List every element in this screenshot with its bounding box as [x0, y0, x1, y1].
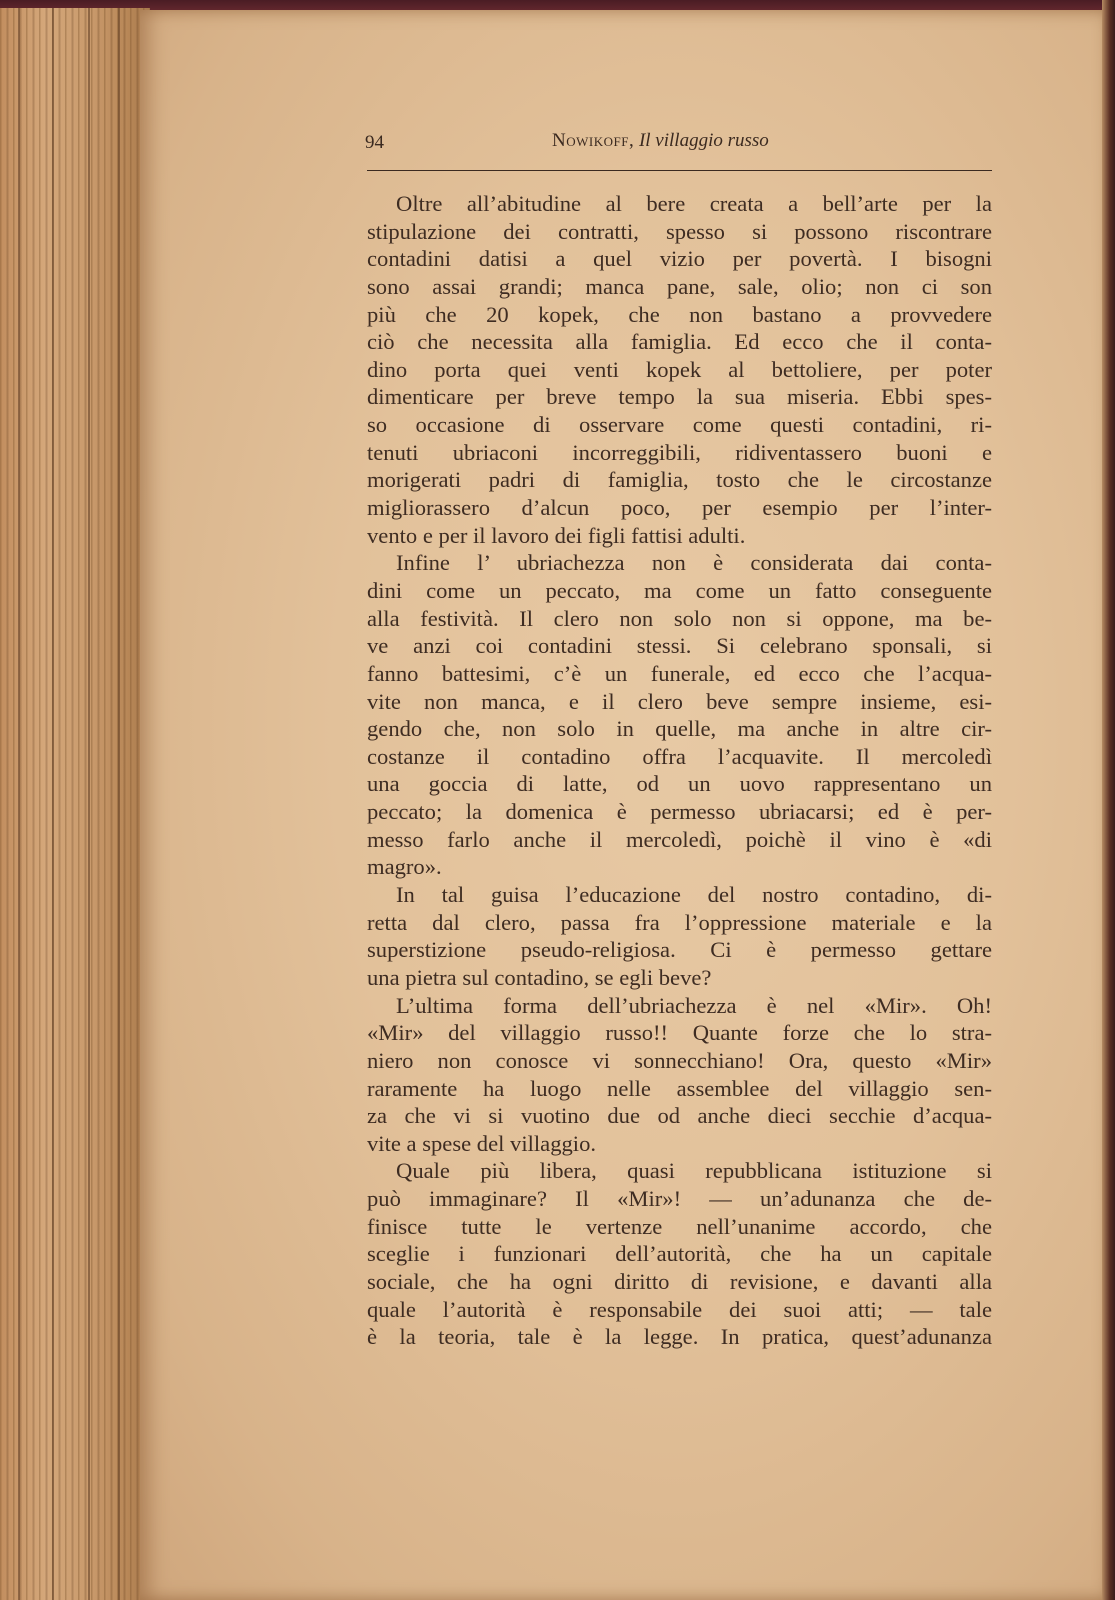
header-rule — [367, 170, 992, 171]
text-line: alla festività. Il clero non solo non si oppone, ma be- — [367, 605, 992, 631]
text-line: L’ultima forma dell’ubriachezza è nel «Mir». Oh! — [396, 992, 992, 1018]
text-line: ve anzi coi contadini stessi. Si celebrano sponsali, si — [367, 633, 992, 659]
text-line: sceglie i funzionari dell’autorità, che ha un capitale — [367, 1241, 992, 1267]
page-number: 94 — [365, 132, 384, 153]
page-fold-line — [88, 8, 90, 1600]
page-right-edge — [1102, 0, 1115, 1600]
text-line: In tal guisa l’educazione del nostro contadino, di- — [396, 882, 992, 908]
text-line: stipulazione dei contratti, spesso si possono riscontrare — [367, 218, 992, 244]
text-line: contadini datisi a quel vizio per povertà. I bisogni — [367, 246, 992, 272]
text-line: può immaginare? Il «Mir»! — un’adunanza che de- — [367, 1186, 992, 1212]
page-fold-line — [118, 8, 120, 1600]
text-line: ciò che necessita alla famiglia. Ed ecco che il conta- — [367, 329, 992, 355]
text-line: retta dal clero, passa fra l’oppressione materiale e la — [367, 909, 992, 935]
text-line: vite a spese del villaggio. — [367, 1130, 597, 1156]
running-head-author: Nowikoff, — [552, 130, 635, 151]
running-head-title: Il villaggio russo — [638, 130, 769, 151]
text-line: fanno battesimi, c’è un funerale, ed ecco che l’acqua- — [367, 660, 992, 686]
text-line: una pietra sul contadino, se egli beve? — [367, 964, 712, 990]
text-line: è la teoria, tale è la legge. In pratica, quest’adunanza — [367, 1324, 992, 1350]
text-line: Oltre all’abitudine al bere creata a bell’arte per la — [396, 191, 992, 216]
running-header — [365, 128, 995, 158]
text-line: dini come un peccato, ma come un fatto conseguente — [367, 577, 992, 603]
page-stack-edge — [0, 8, 150, 1600]
text-line: sociale, che ha ogni diritto di revisione, e davanti alla — [367, 1268, 992, 1294]
text-line: Infine l’ ubriachezza non è considerata dai conta- — [396, 550, 992, 576]
text-line: vite non manca, e il clero beve sempre insieme, esi- — [367, 688, 992, 714]
text-line: peccato; la domenica è permesso ubriacarsi; ed è per- — [367, 799, 992, 825]
text-line: niero non conosce vi sonnecchiano! Ora, questo «Mir» — [367, 1047, 992, 1073]
page-fold-line — [18, 8, 20, 1600]
text-line: tenuti ubriaconi incorreggibili, ridiventassero buoni e — [367, 439, 992, 465]
text-line: za che vi si vuotino due od anche dieci secchie d’acqua- — [367, 1103, 992, 1129]
text-line: magro». — [367, 854, 442, 880]
body-text — [367, 190, 992, 1351]
text-line: costanze il contadino offra l’acquavite. Il mercoledì — [367, 743, 992, 769]
text-line: vento e per il lavoro dei figli fattisi adulti. — [367, 522, 746, 548]
text-line: morigerati padri di famiglia, tosto che le circostanze — [367, 467, 992, 493]
running-head — [552, 130, 769, 152]
text-line: superstizione pseudo-religiosa. Ci è permesso gettare — [367, 937, 992, 963]
page-fold-line — [52, 8, 54, 1600]
text-line: più che 20 kopek, che non bastano a provvedere — [367, 301, 992, 327]
text-line: migliorassero d’alcun poco, per esempio per l’inter- — [367, 495, 992, 521]
text-line: «Mir» del villaggio russo!! Quante forze che lo stra- — [367, 1020, 992, 1046]
text-line: raramente ha luogo nelle assemblee del villaggio sen- — [367, 1075, 992, 1101]
text-line: so occasione di osservare come questi contadini, ri- — [367, 412, 992, 438]
text-line: quale l’autorità è responsabile dei suoi atti; — tale — [367, 1296, 992, 1322]
text-line: finisce tutte le vertenze nell’unanime accordo, che — [367, 1213, 992, 1239]
text-line: Quale più libera, quasi repubblicana istituzione si — [396, 1158, 992, 1184]
text-line: dimenticare per breve tempo la sua miseria. Ebbi spes- — [367, 384, 992, 410]
text-line: gendo che, non solo in quelle, ma anche in altre cir- — [367, 716, 992, 742]
text-line: dino porta quei venti kopek al bettoliere, per poter — [367, 356, 992, 382]
text-line: una goccia di latte, od un uovo rappresentano un — [367, 771, 992, 797]
text-line: messo farlo anche il mercoledì, poichè il vino è «di — [367, 826, 992, 852]
text-line: sono assai grandi; manca pane, sale, olio; non ci son — [367, 273, 992, 299]
